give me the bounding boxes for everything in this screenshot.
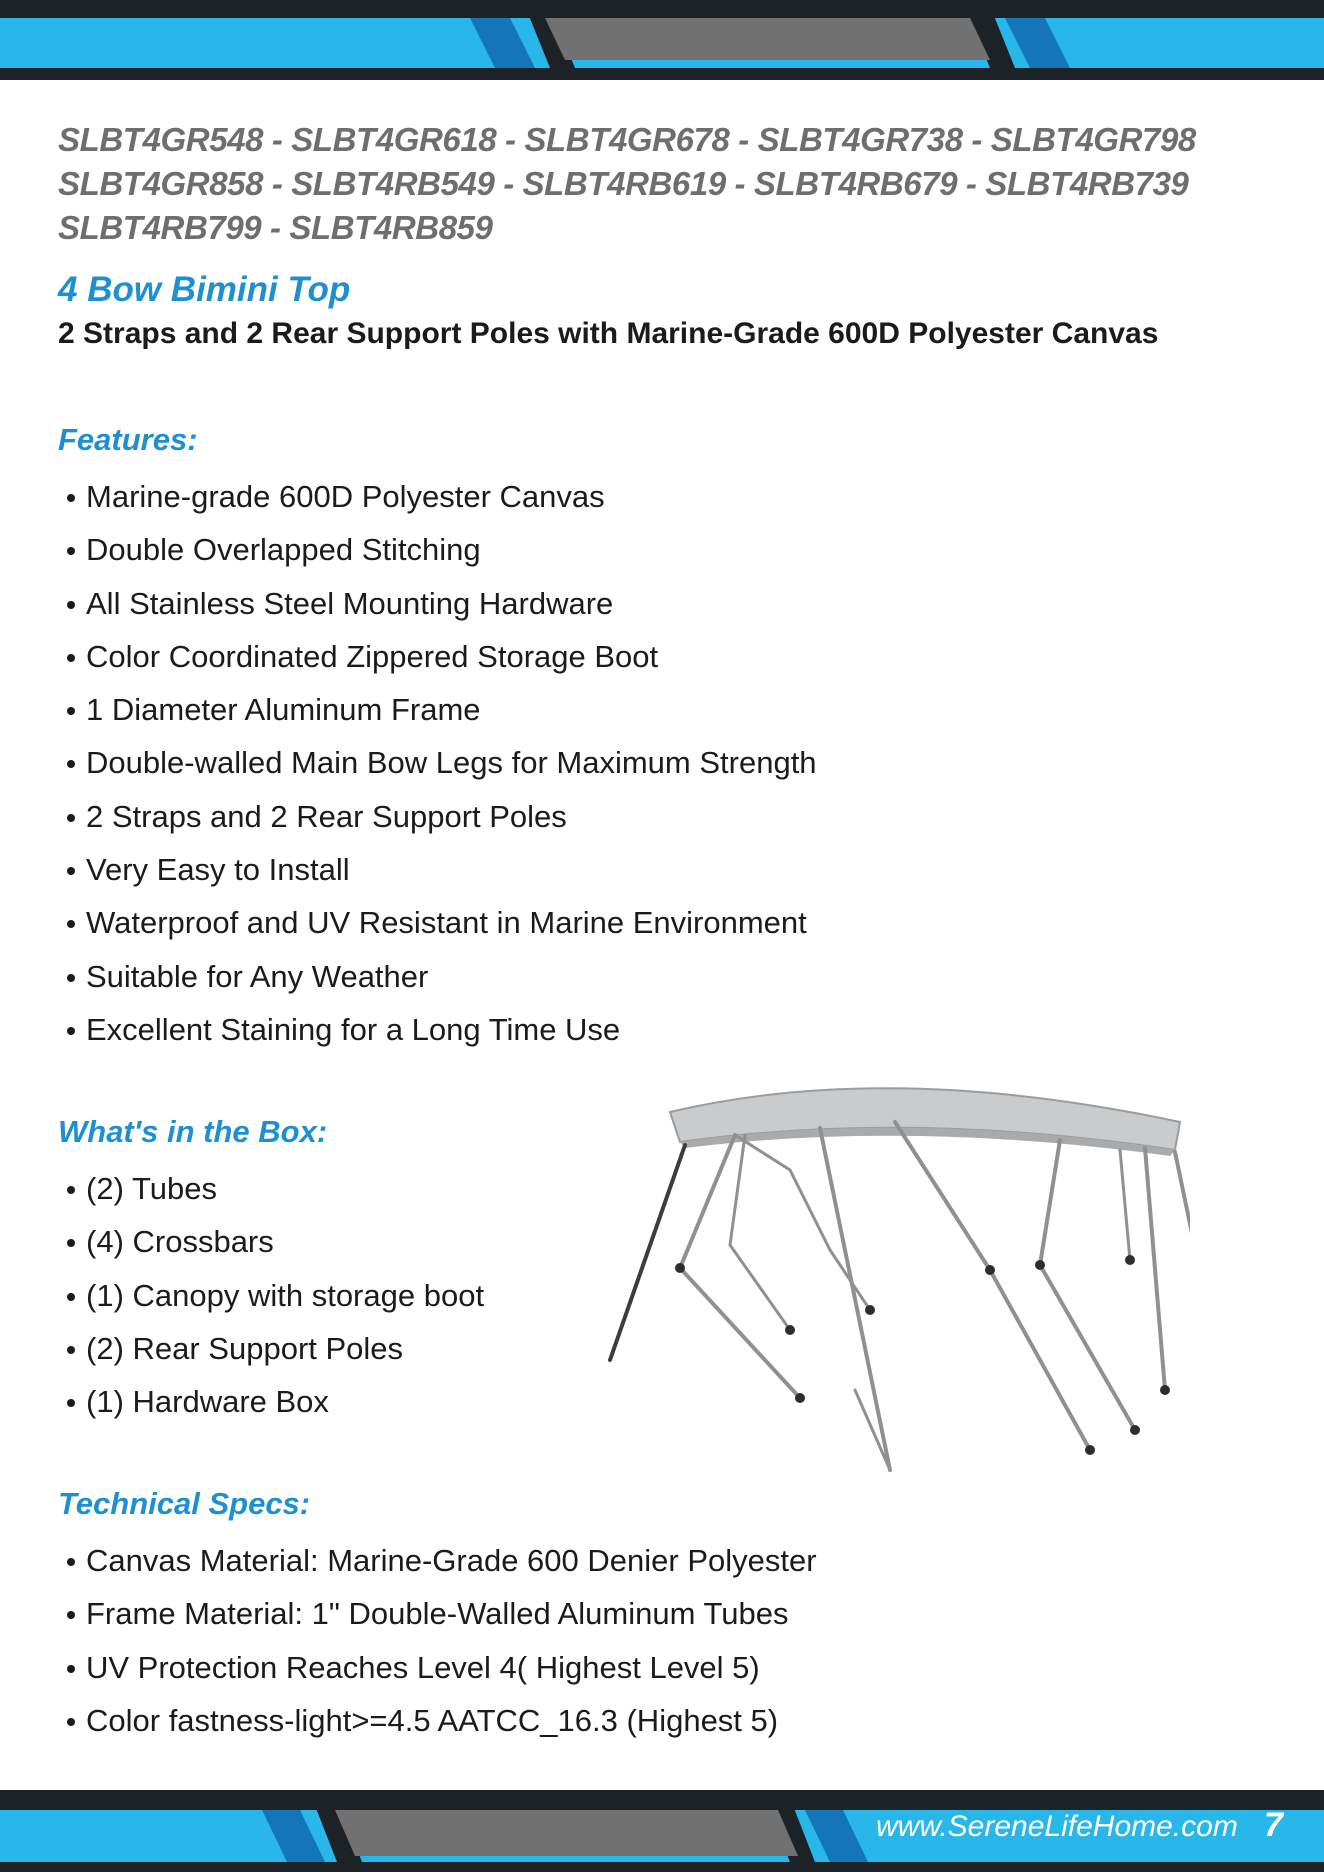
bimini-top-image: [590, 1070, 1190, 1500]
technical-specs-section: [58, 1484, 817, 1747]
model-line-2: SLBT4GR858 - SLBT4RB549 - SLBT4RB619 - SLBT4RB679 - SLBT4RB739: [58, 165, 1189, 202]
product-subtitle: 2 Straps and 2 Rear Support Poles with Marine-Grade 600D Polyester Canvas: [58, 317, 1159, 350]
box-contents-section: [58, 1112, 484, 1428]
list-item: 2 Straps and 2 Rear Support Poles: [58, 790, 817, 843]
list-item: (1) Canopy with storage boot: [58, 1269, 484, 1322]
list-item: Frame Material: 1" Double-Walled Aluminum Tubes: [58, 1587, 817, 1640]
list-item: Excellent Staining for a Long Time Use: [58, 1003, 817, 1056]
list-item: (4) Crossbars: [58, 1215, 484, 1268]
list-item: (2) Tubes: [58, 1162, 484, 1215]
page-number: 7: [1264, 1806, 1283, 1844]
model-line-1: SLBT4GR548 - SLBT4GR618 - SLBT4GR678 - SLBT4GR738 - SLBT4GR798: [58, 121, 1196, 158]
list-item: Canvas Material: Marine-Grade 600 Denier Polyester: [58, 1534, 817, 1587]
list-item: (2) Rear Support Poles: [58, 1322, 484, 1375]
list-item: Suitable for Any Weather: [58, 950, 817, 1003]
list-item: All Stainless Steel Mounting Hardware: [58, 577, 817, 630]
list-item: Color Coordinated Zippered Storage Boot: [58, 630, 817, 683]
list-item: (1) Hardware Box: [58, 1375, 484, 1428]
list-item: Marine-grade 600D Polyester Canvas: [58, 470, 817, 523]
box-contents-heading: What's in the Box:: [58, 1114, 328, 1149]
website-link[interactable]: www.SereneLifeHome.com: [876, 1810, 1238, 1843]
features-heading: Features:: [58, 422, 198, 457]
list-item: Double Overlapped Stitching: [58, 523, 817, 576]
product-title: 4 Bow Bimini Top: [58, 270, 351, 309]
list-item: Double-walled Main Bow Legs for Maximum Strength: [58, 736, 817, 789]
model-line-3: SLBT4RB799 - SLBT4RB859: [58, 209, 493, 246]
technical-specs-heading: Technical Specs:: [58, 1486, 311, 1521]
manual-page: [58, 118, 1278, 1738]
list-item: UV Protection Reaches Level 4( Highest Level 5): [58, 1641, 817, 1694]
features-section: [58, 420, 817, 1056]
list-item: 1 Diameter Aluminum Frame: [58, 683, 817, 736]
features-list: [58, 470, 817, 1056]
list-item: Waterproof and UV Resistant in Marine Environment: [58, 896, 817, 949]
list-item: Color fastness-light>=4.5 AATCC_16.3 (Highest 5): [58, 1694, 817, 1747]
technical-specs-list: [58, 1534, 817, 1747]
model-number-list: [58, 118, 1278, 250]
header-band: [0, 0, 1324, 80]
box-contents-list: [58, 1162, 484, 1428]
list-item: Very Easy to Install: [58, 843, 817, 896]
